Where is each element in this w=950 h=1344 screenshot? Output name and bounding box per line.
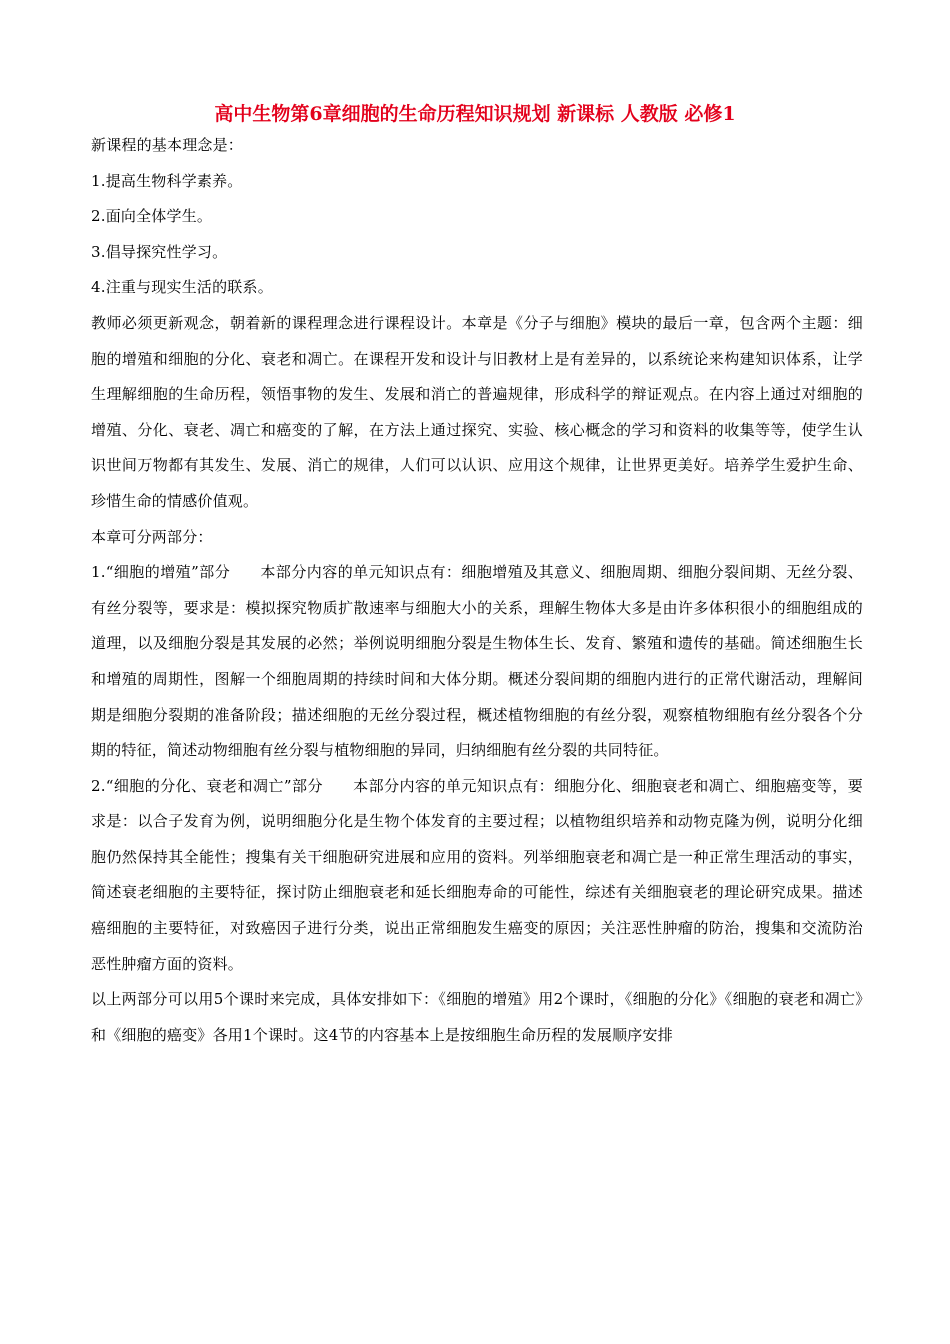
- list-item-1: 1.提高生物科学素养。: [91, 171, 243, 190]
- document-body: [91, 128, 863, 1053]
- list-item-4: 4.注重与现实生活的联系。: [91, 278, 273, 297]
- paragraph-part1: [91, 555, 863, 769]
- paragraph-part2: [91, 769, 863, 983]
- part1-body: 本部分内容的单元知识点有：细胞增殖及其意义、细胞周期、细胞分裂间期、无丝分裂、有丝分裂等，要求是：模拟探究物质扩散速率与细胞大小的关系，理解生物体大多是由许多体积很小的细胞组成的道理，以及细胞分裂是其发展的必然；举例说明细胞分裂是生物体生长、发育、繁殖和遗传的基础。简述细胞生长和增殖的周期性，图解一个细胞周期的持续时间和大体分期。概述分裂间期的细胞内进行的正常代谢活动，理解间期是细胞分裂期的准备阶段；描述细胞的无丝分裂过程，概述植物细胞的有丝分裂，观察植物细胞有丝分裂各个分期的特征，简述动物细胞有丝分裂与植物细胞的异同，归纳细胞有丝分裂的共同特征。: [91, 563, 863, 760]
- part2-heading: 2.“细胞的分化、衰老和凋亡”部分: [91, 776, 323, 795]
- paragraph-teacher: 教师必须更新观念，朝着新的课程理念进行课程设计。本章是《分子与细胞》模块的最后一章，包含两个主题：细胞的增殖和细胞的分化、衰老和凋亡。在课程开发和设计与旧教材上是有差异的，以系统论来构建知识体系，让学生理解细胞的生命历程，领悟事物的发生、发展和消亡的普遍规律，形成科学的辩证观点。在内容上通过对细胞的增殖、分化、衰老、凋亡和癌变的了解，在方法上通过探究、实验、核心概念的学习和资料的收集等等，使学生认识世间万物都有其发生、发展、消亡的规律，人们可以认识、应用这个规律，让世界更美好。培养学生爱护生命、珍惜生命的情感价值观。: [91, 313, 863, 510]
- paragraph-schedule: 以上两部分可以用5个课时来完成，具体安排如下：《细胞的增殖》用2个课时，《细胞的分化》《细胞的衰老和凋亡》和《细胞的癌变》各用1个课时。这4节的内容基本上是按细胞生命历程的发展顺序安排: [91, 990, 863, 1044]
- paragraph-intro: 新课程的基本理念是：: [91, 136, 244, 154]
- list-item-3: 3.倡导探究性学习。: [91, 242, 228, 261]
- document-title: 高中生物第6章细胞的生命历程知识规划 新课标 人教版 必修1: [214, 103, 736, 125]
- part1-heading: 1.“细胞的增殖”部分: [91, 563, 231, 582]
- paragraph-parts-intro: 本章可分两部分：: [91, 527, 213, 546]
- part2-body: 本部分内容的单元知识点有：细胞分化、细胞衰老和凋亡、细胞癌变等，要求是：以合子发育为例，说明细胞分化是生物个体发育的主要过程；以植物组织培养和动物克隆为例，说明分化细胞仍然保持其全能性；搜集有关干细胞研究进展和应用的资料。列举细胞衰老和凋亡是一种正常生理活动的事实，简述衰老细胞的主要特征，探讨防止细胞衰老和延长细胞寿命的可能性，综述有关细胞衰老的理论研究成果。描述癌细胞的主要特征，对致癌因子进行分类，说出正常细胞发生癌变的原因；关注恶性肿瘤的防治，搜集和交流防治恶性肿瘤方面的资料。: [91, 776, 863, 973]
- list-item-2: 2.面向全体学生。: [91, 207, 213, 226]
